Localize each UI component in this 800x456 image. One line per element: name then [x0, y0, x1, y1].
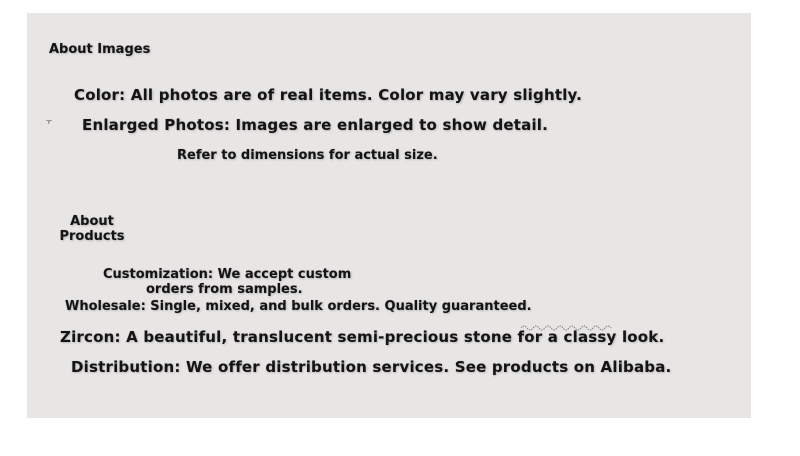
- zircon-note: Zircon: A beautiful, translucent semi-precious stone for a classy look.: [60, 328, 665, 346]
- customization-note-line2: orders from samples.: [146, 282, 303, 297]
- about-products-heading-line1: About: [70, 214, 114, 229]
- distribution-note: Distribution: We offer distribution services. See products on Alibaba.: [71, 358, 672, 376]
- customization-note-line1: Customization: We accept custom: [103, 267, 352, 282]
- wholesale-note: Wholesale: Single, mixed, and bulk orders. Quality guaranteed.: [65, 299, 532, 314]
- hand-pointer-icon: [45, 118, 55, 128]
- dimensions-note: Refer to dimensions for actual size.: [177, 148, 438, 163]
- color-note: Color: All photos are of real items. Color may vary slightly.: [74, 86, 583, 104]
- about-products-heading-line2: Products: [59, 229, 125, 244]
- about-images-heading: About Images: [49, 42, 151, 57]
- enlarged-photos-note: Enlarged Photos: Images are enlarged to show detail.: [82, 116, 549, 134]
